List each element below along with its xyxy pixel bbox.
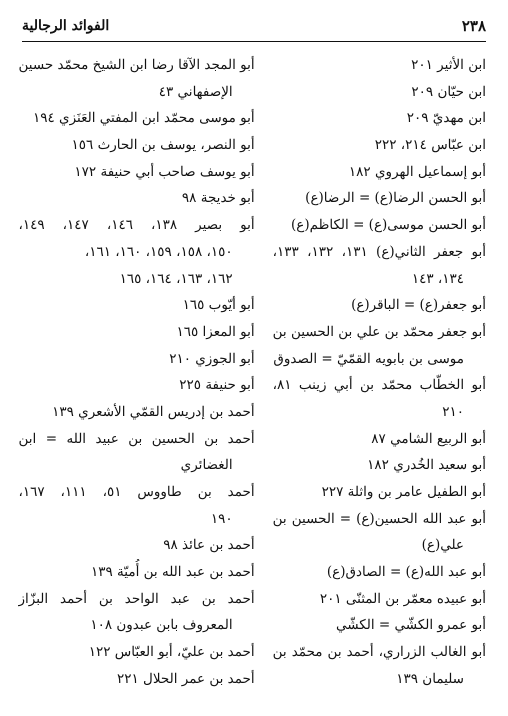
- index-entry: ابن مهديّ ٢٠٩: [406, 110, 486, 127]
- index-entry: أبو أيّوب ١٦٥: [182, 297, 255, 314]
- index-entry: أحمد بن عبد الواحد بن أحمد البزّاز: [18, 590, 255, 607]
- index-entry: أبو النصر، يوسف بن الحارث ١٥٦: [71, 137, 255, 154]
- running-title: الفوائد الرجالية: [22, 18, 110, 34]
- index-entry-continuation: ١٥٠، ١٥٨، ١٥٩، ١٦٠، ١٦١،: [84, 243, 233, 260]
- index-entry: أبو الجوزي ٢١٠: [169, 350, 255, 367]
- index-entry-continuation: ١٦٢، ١٦٣، ١٦٤، ١٦٥: [119, 270, 233, 287]
- index-entry: أبو الخطّاب محمّد بن أبي زينب ٨١،: [272, 377, 486, 394]
- index-entry: أبو جعفر محمّد بن علي بن الحسين بن: [272, 323, 486, 340]
- header-rule: [22, 41, 486, 42]
- index-entry: أبو يوسف صاحب أبي حنيفة ١٧٢: [74, 163, 255, 180]
- index-entry: أبو خديجة ٩٨: [181, 190, 255, 207]
- index-entry: أبو حنيفة ٢٢٥: [179, 377, 255, 394]
- index-entry: ابن الأثير ٢٠١: [411, 57, 486, 73]
- index-entry-continuation: المعروف بابن عبدون ١٠٨: [90, 617, 233, 634]
- index-entry: أبو جعفر الثاني(ع) ١٣١، ١٣٢، ١٣٣،: [272, 243, 486, 260]
- index-entry-continuation: الغضائري: [180, 457, 233, 474]
- index-entry: أحمد بن عمر الحلال ٢٢١: [116, 670, 255, 687]
- left-column: [18, 52, 254, 708]
- index-entry-continuation: الإصفهاني ٤٣: [158, 83, 233, 100]
- index-entry: أبو المجد الآقا رضا ابن الشيخ محمّد حسين: [18, 57, 255, 73]
- index-entry: أبو الحسن موسى(ع) = الكاظم(ع): [291, 217, 486, 234]
- index-entry: أبو المعزا ١٦٥: [176, 323, 255, 340]
- index-entry: أحمد بن الحسين بن عبيد الله = ابن: [18, 430, 255, 447]
- index-entry: أبو الغالب الزراري، أحمد بن محمّد بن: [272, 644, 486, 661]
- index-entry-continuation: موسى بن بابويه القمّيّ = الصدوق: [273, 350, 464, 367]
- index-entry: أبو الطفيل عامر بن واثلة ٢٢٧: [321, 484, 486, 500]
- index-entry-continuation: ٢١٠: [442, 403, 464, 420]
- index-entry: أبو موسى محمّد ابن المفتي العَنَزي ١٩٤: [32, 110, 255, 127]
- index-entry-continuation: ١٩٠: [210, 510, 233, 527]
- index-entry: أبو الحسن الرضا(ع) = الرضا(ع): [305, 190, 486, 207]
- index-entry: أحمد بن عليّ، أبو العبّاس ١٢٢: [88, 644, 255, 661]
- index-entry: أبو عبد الله(ع) = الصادق(ع): [326, 564, 486, 581]
- index-columns: [18, 52, 486, 708]
- index-entry: أبو بصير ١٣٨، ١٤٦، ١٤٧، ١٤٩،: [18, 217, 255, 234]
- index-entry: ابن عبّاس ٢١٤، ٢٢٢: [374, 137, 486, 154]
- index-entry: أبو عمرو الكشّي = الكشّي: [335, 617, 486, 634]
- index-entry: ابن حيّان ٢٠٩: [411, 83, 486, 100]
- page-number: ٢٣٨: [461, 17, 486, 35]
- index-entry: أحمد بن إدريس القمّي الأشعري ١٣٩: [52, 403, 255, 420]
- index-entry-continuation: سليمان ١٣٩: [396, 670, 464, 687]
- index-entry: أبو سعيد الخُدري ١٨٢: [367, 457, 486, 474]
- index-entry: أبو جعفر(ع) = الباقر(ع): [351, 297, 486, 314]
- index-entry: أبو عبد الله الحسين(ع) = الحسين بن: [272, 510, 486, 527]
- index-entry: أبو الربيع الشامي ٨٧: [371, 430, 486, 447]
- index-entry: أبو إسماعيل الهروي ١٨٢: [348, 163, 486, 180]
- index-entry: أحمد بن عائذ ٩٨: [163, 537, 255, 554]
- index-entry-continuation: علي(ع): [421, 537, 464, 554]
- index-entry: أحمد بن عبد الله بن أُميّة ١٣٩: [91, 564, 255, 581]
- page-header: [22, 14, 486, 38]
- index-entry: أحمد بن طاووس ٥١، ١١١، ١٦٧،: [18, 484, 255, 500]
- right-column: [273, 52, 486, 708]
- index-entry: أبو عبيده معمّر بن المثنّى ٢٠١: [319, 590, 486, 607]
- index-entry-continuation: ١٣٤، ١٤٣: [411, 270, 464, 287]
